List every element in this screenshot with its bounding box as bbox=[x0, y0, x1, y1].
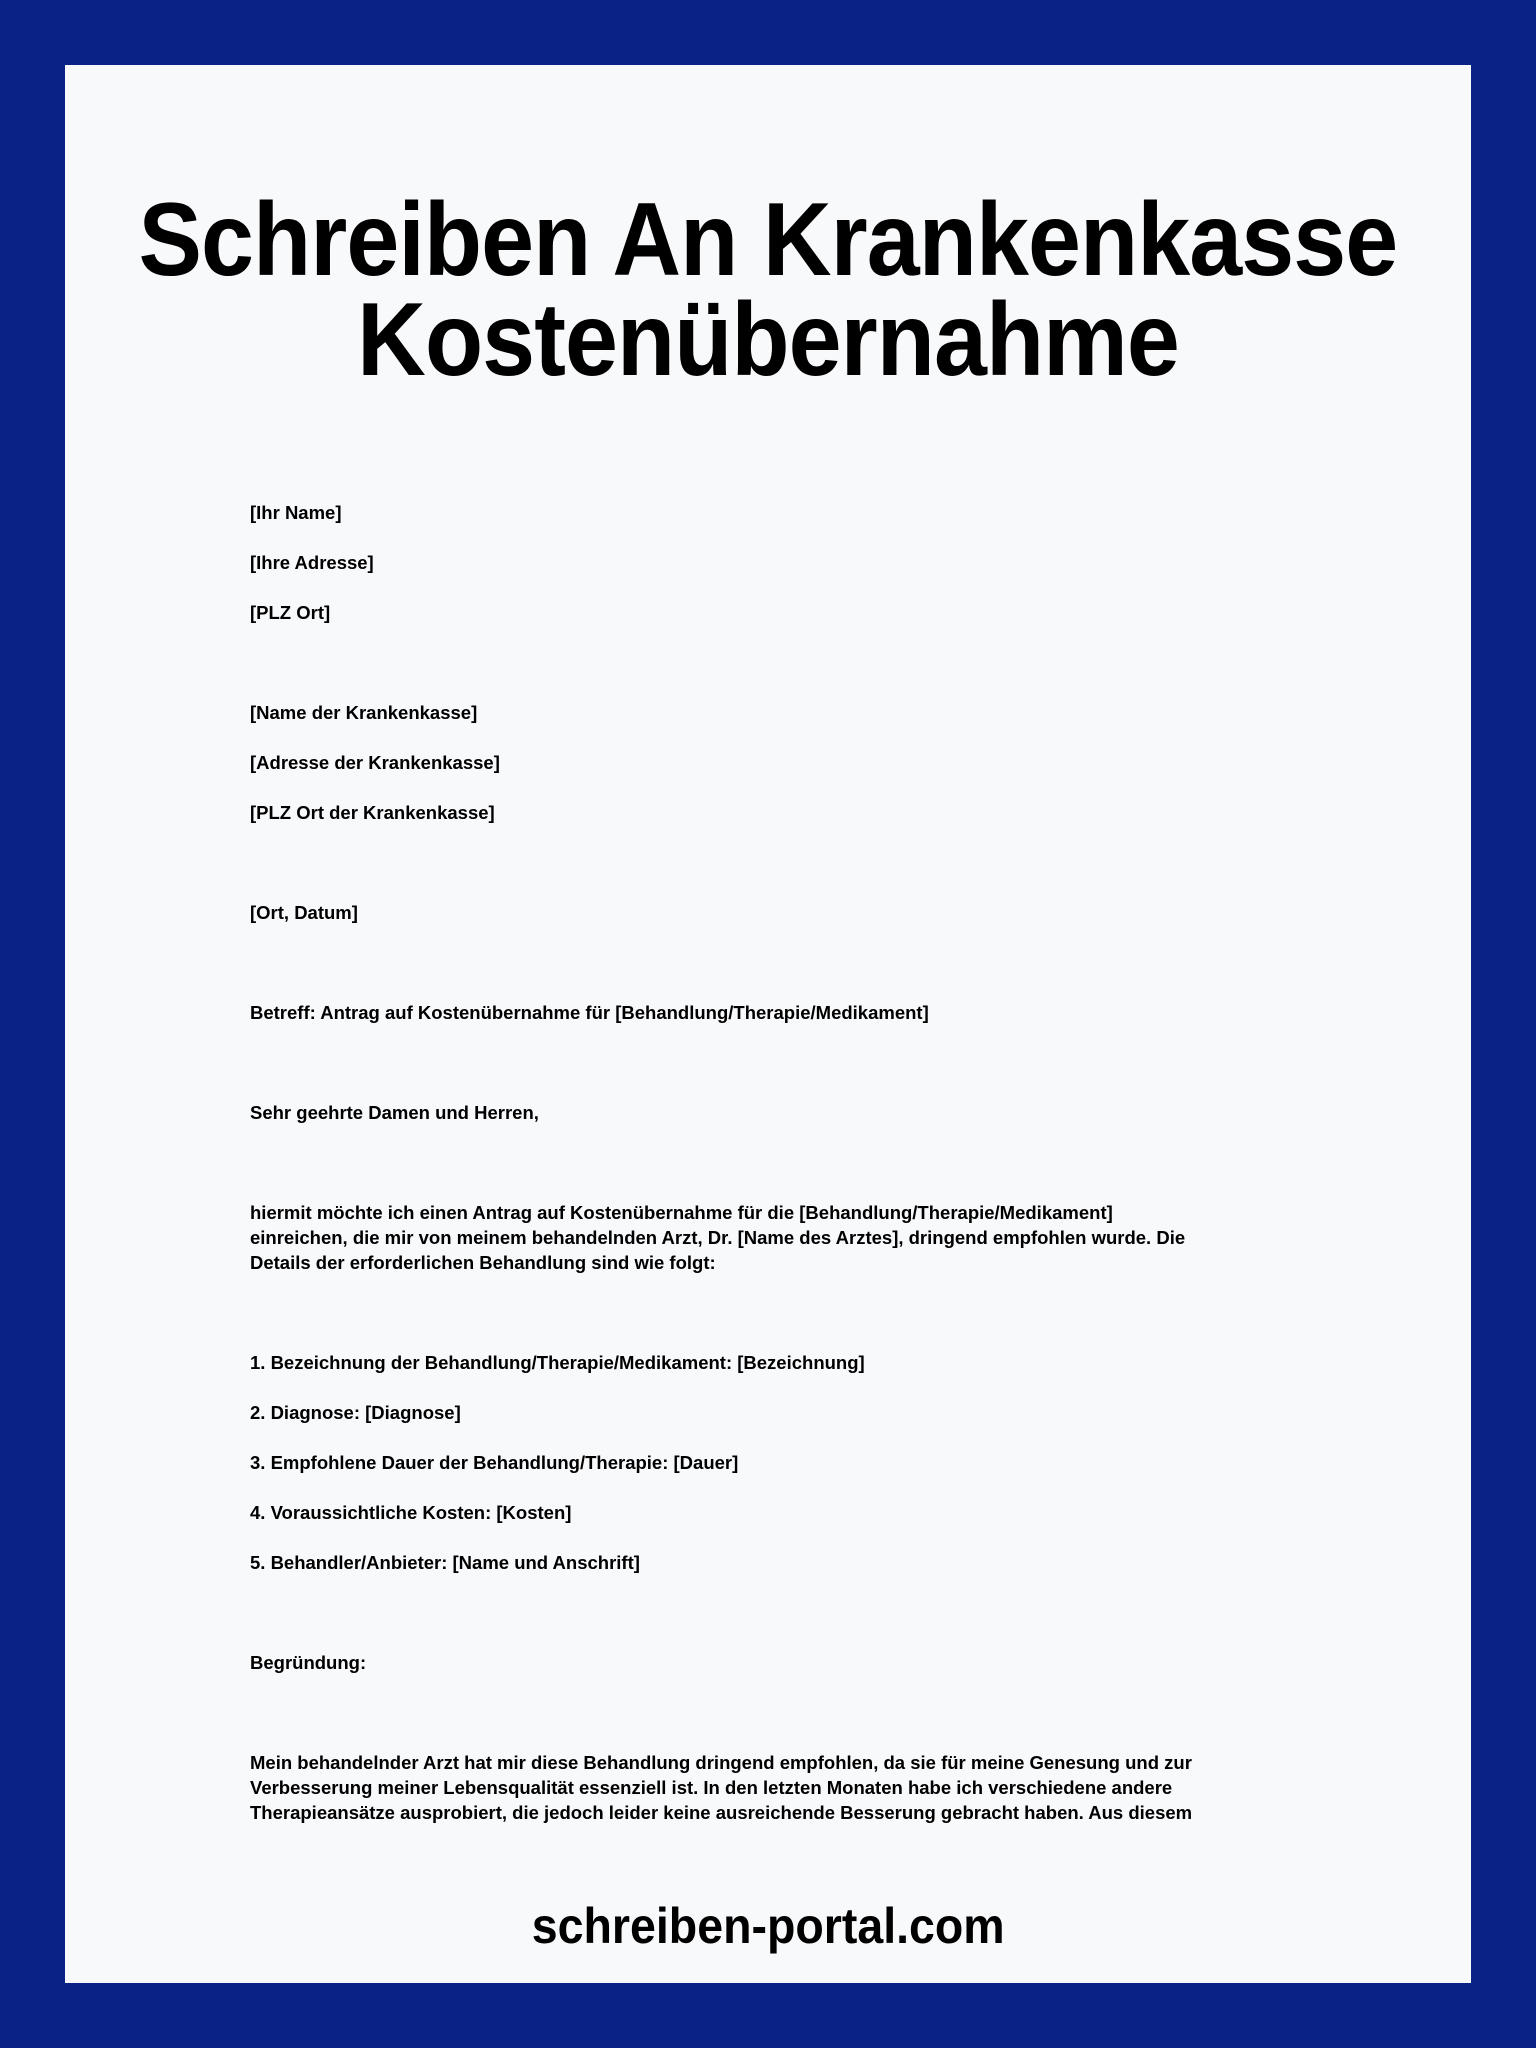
recipient-name: [Name der Krankenkasse] bbox=[250, 702, 478, 723]
intro-paragraph bbox=[250, 1200, 1330, 1275]
sender-address: [Ihre Adresse] bbox=[250, 552, 374, 573]
reason-line: Mein behandelnder Arzt hat mir diese Behandlung dringend empfohlen, da sie für meine Genesung und zur bbox=[250, 1752, 1192, 1773]
reason-paragraph bbox=[250, 1750, 1330, 1825]
detail-item: 5. Behandler/Anbieter: [Name und Anschrift] bbox=[250, 1552, 640, 1573]
reason-heading: Begründung: bbox=[250, 1652, 367, 1673]
intro-line: hiermit möchte ich einen Antrag auf Kostenübernahme für die [Behandlung/Therapie/Medikament] bbox=[250, 1202, 1113, 1223]
sender-city: [PLZ Ort] bbox=[250, 602, 331, 623]
title-line-1 bbox=[0, 182, 1536, 298]
recipient-address: [Adresse der Krankenkasse] bbox=[250, 752, 500, 773]
subject-line: Betreff: Antrag auf Kostenübernahme für [Behandlung/Therapie/Medikament] bbox=[250, 1002, 929, 1023]
title-line-2 bbox=[0, 282, 1536, 398]
salutation: Sehr geehrte Damen und Herren, bbox=[250, 1102, 539, 1123]
footer-site-name bbox=[0, 1896, 1536, 1956]
detail-item: 1. Bezeichnung der Behandlung/Therapie/Medikament: [Bezeichnung] bbox=[250, 1352, 865, 1373]
recipient-city: [PLZ Ort der Krankenkasse] bbox=[250, 802, 495, 823]
place-date: [Ort, Datum] bbox=[250, 902, 358, 923]
intro-line: Details der erforderlichen Behandlung sind wie folgt: bbox=[250, 1252, 716, 1273]
intro-line: einreichen, die mir von meinem behandelnden Arzt, Dr. [Name des Arztes], dringend empfohlen wurde. Die bbox=[250, 1227, 1186, 1248]
detail-item: 3. Empfohlene Dauer der Behandlung/Therapie: [Dauer] bbox=[250, 1452, 739, 1473]
sender-name: [Ihr Name] bbox=[250, 502, 342, 523]
footer-site-text: schreiben-portal.com bbox=[531, 1898, 1005, 1954]
title-line-1-text: Schreiben An Krankenkasse bbox=[138, 182, 1398, 298]
reason-line: Verbesserung meiner Lebensqualität essenziell ist. In den letzten Monaten habe ich verschiedene andere bbox=[250, 1777, 1173, 1798]
reason-line: Therapieansätze ausprobiert, die jedoch leider keine ausreichende Besserung gebracht haben. Aus diesem bbox=[250, 1802, 1193, 1823]
title-line-2-text: Kostenübernahme bbox=[357, 282, 1179, 398]
page-title bbox=[0, 182, 1536, 398]
detail-item: 4. Voraussichtliche Kosten: [Kosten] bbox=[250, 1502, 572, 1523]
detail-item: 2. Diagnose: [Diagnose] bbox=[250, 1402, 461, 1423]
